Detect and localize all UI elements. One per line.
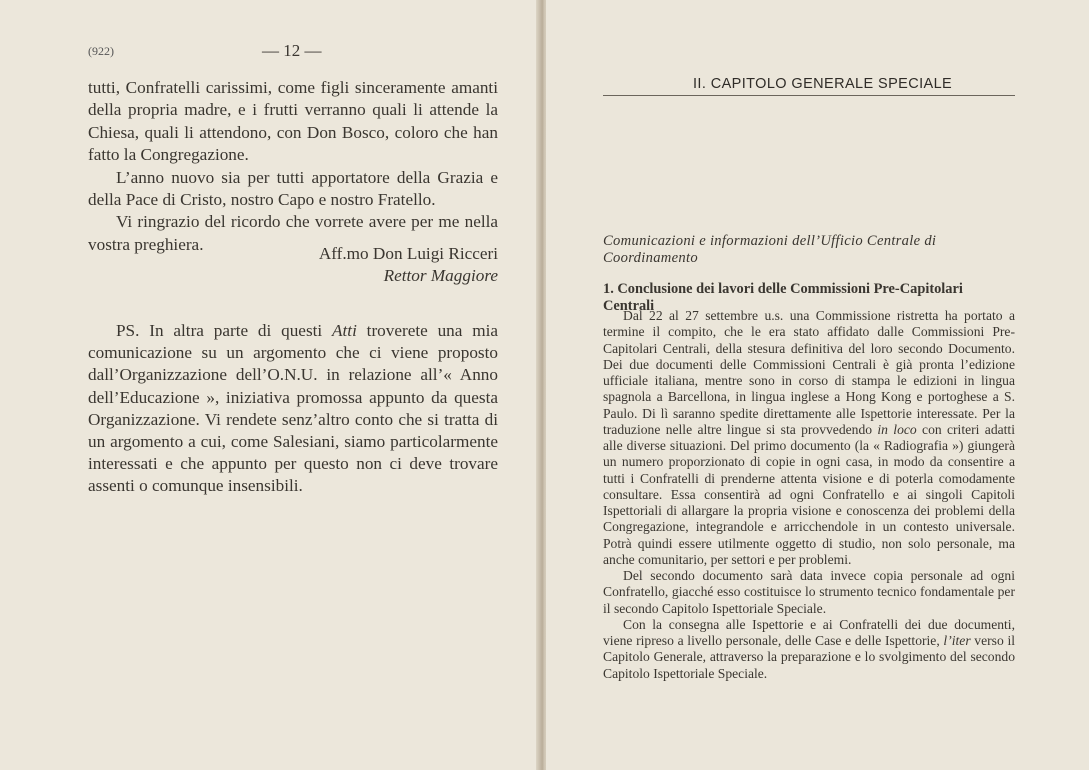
page-number: — 12 — <box>262 41 322 60</box>
signature-role: Rettor Maggiore <box>383 266 498 285</box>
letter-paragraph-2: L’anno nuovo sia per tutti apportatore della Grazia e della Pace di Cristo, nostro Capo e nostro Fratello. <box>88 167 498 210</box>
article-p1-text-a: Dal 22 al 27 settembre u.s. una Commissione ristretta ha portato a termine il compito, che le era stato affidato dalle Commissioni Pre-Capitolari Centrali, della stesura definitiva del loro secondo Documento. Dei due documenti delle Commissioni Centrali è già pronta l’edizione ufficiale italiana, mentre sono in corso di stampa le edizioni in lingua spagnola a Barcellona, in lingua inglese a Hong Kong e portoghese a S. Paulo. Di lì saranno spedite direttamente alle Ispettorie interessate. Per la traduzione nelle altre lingue si sta provvedendo <box>603 308 1015 437</box>
section-subheading: Comunicazioni e informazioni dell’Ufficio Centrale di Coordinamento <box>603 233 937 266</box>
article-p1-text-b: con criteri adatti alle diverse situazioni. Del primo documento (la « Radiografia ») giungerà un numero proporzionato di copie in ogni casa, in modo da consentire a tutti i Confratelli di prenderne attenta visione e di poterla comodamente consultare. Essa consentirà ad ogni Confratello e ai singoli Capitoli Ispettoriali di allargare la propria visione e conoscenza dei problemi della Congregazione, integrandole e arricchendole in un contesto universale. Potrà quindi essere utilmente oggetto di studio, non solo personale, ma anche comunitario, per settori e per problemi. <box>603 421 1015 567</box>
section-title: 1. Conclusione dei lavori delle Commissioni Pre-Capitolari Centrali <box>603 281 963 314</box>
postscript-text-b: troverete una mia comunicazione su un argomento che ci viene proposto dall’Organizzazione dell’O.N.U. in relazione all’« Anno dell’Educazione », iniziativa promossa appunto da questa Organizzazione. Vi rendete senz’altro conto che si tratta di un argomento a cui, come Salesiani, siamo particolarmente interessati e che appunto per questo non ci deve trovare assenti o comunque insensibili. <box>88 321 498 496</box>
postscript-italic: Atti <box>332 321 357 340</box>
article-paragraph-2: Del secondo documento sarà data invece copia personale ad ogni Confratello, giacché esso costituisce lo strumento tecnico fondamentale per il secondo Capitolo Ispettoriale Speciale. <box>603 568 1015 616</box>
postscript <box>88 320 498 498</box>
signature-name: Aff.mo Don Luigi Ricceri <box>318 244 498 263</box>
folio-number: (922) <box>88 44 114 58</box>
postscript-paragraph <box>88 320 498 498</box>
article-paragraph-3 <box>603 617 1015 682</box>
letter-paragraph-3: Vi ringrazio del ricordo che vorrete avere per me nella vostra preghiera. <box>88 212 498 254</box>
article-p1-italic: in loco <box>877 421 917 437</box>
letter-paragraph-1: tutti, Confratelli carissimi, come figli sinceramente amanti della propria madre, e i frutti verranno quali li attende la Chiesa, quali li attendono, con Don Bosco, coloro che han fatto la Congregazione. <box>88 78 498 165</box>
chapter-heading: II. CAPITOLO GENERALE SPECIALE <box>693 76 953 92</box>
left-page <box>0 0 540 770</box>
heading-rule <box>603 95 1015 96</box>
article-p3-italic: l’iter <box>943 633 971 648</box>
signature-block <box>88 243 498 287</box>
article-p3-text-a: Con la consegna alle Ispettorie e ai Confratelli dei due documenti, viene ripreso a livello personale, delle Case e delle Ispettorie, <box>603 616 1015 648</box>
article-paragraph-1 <box>603 308 1015 568</box>
article-body <box>603 308 1015 682</box>
article-p3-text-b: verso il Capitolo Generale, attraverso la preparazione e lo svolgimento del secondo Capitolo Ispettoriale Speciale. <box>603 633 1015 681</box>
letter-body <box>88 77 498 256</box>
postscript-text-a: PS. In altra parte di questi <box>116 321 333 340</box>
